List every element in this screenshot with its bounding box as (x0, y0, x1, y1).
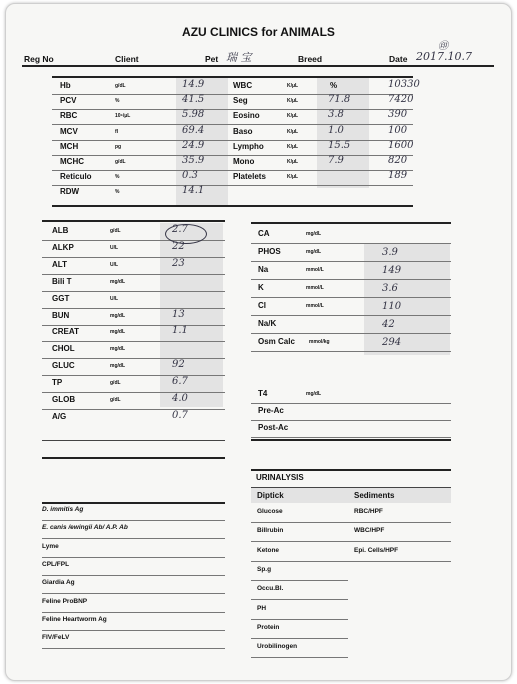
chem-label: TP (52, 378, 63, 387)
infectious-row-line (42, 557, 225, 558)
sediment-label: RBC/HPF (354, 508, 383, 515)
infectious-row-line (42, 520, 225, 521)
chem-unit: g/dL (110, 397, 121, 403)
electrolyte-label: Na (258, 265, 269, 274)
wbc-unit: K/μL (287, 159, 299, 165)
thyroid-row-line (251, 403, 451, 404)
cbc-label: Reticulo (60, 172, 92, 181)
thyroid-row-line (251, 420, 451, 421)
cbc-label: RDW (60, 187, 80, 196)
wbc-percent: 7.9 (328, 155, 344, 166)
electrolyte-unit: mg/dL (306, 231, 321, 237)
wbc-row-line (229, 155, 413, 156)
electrolyte-row-line (251, 315, 451, 316)
chem-value: 13 (172, 309, 185, 320)
chem-row-line (42, 409, 225, 410)
infectious-test-label: FIV/FeLV (42, 634, 70, 641)
wbc-percent: 3.8 (328, 109, 344, 120)
infectious-test-label: Feline Heartworm Ag (42, 616, 107, 623)
wbc-unit: K/μL (287, 83, 299, 89)
wbc-label: Platelets (233, 172, 266, 181)
wbc-percent: 71.8 (328, 94, 351, 105)
infectious-test-label: CPL/FPL (42, 561, 70, 568)
chem-value: 2.7 (172, 224, 188, 235)
infectious-row-line (42, 630, 225, 631)
reg-no-label: Reg No (24, 54, 54, 64)
wbc-label: Mono (233, 157, 255, 166)
electrolyte-value: 149 (382, 265, 402, 276)
wbc-label: Seg (233, 96, 248, 105)
wbc-unit: K/μL (287, 174, 299, 180)
chem-row-line (42, 274, 225, 275)
infectious-row-line (42, 593, 225, 594)
electrolyte-value: 42 (382, 319, 395, 330)
dipstick-label: Glucose (257, 508, 283, 515)
date-value: 2017.10.7 (416, 50, 472, 63)
electrolyte-unit: mmol/L (306, 303, 324, 309)
chem-value-shade (160, 223, 223, 407)
electrolyte-label: CA (258, 229, 270, 238)
chem-unit: U/L (110, 262, 119, 268)
client-label: Client (115, 54, 139, 64)
electrolyte-label: Na/K (258, 319, 277, 328)
wbc-percent: 1.0 (328, 125, 344, 136)
electrolyte-label: PHOS (258, 247, 281, 256)
electrolyte-unit: mmol/kg (309, 339, 330, 345)
dipstick-row-line (251, 638, 348, 639)
cbc-value: 69.4 (182, 125, 205, 136)
cbc-bottom-rule (52, 205, 413, 207)
chem-value: 4.0 (172, 393, 188, 404)
cbc-unit: 10⁶/μL (115, 113, 131, 119)
chem-label: CREAT (52, 327, 79, 336)
sediment-label: WBC/HPF (354, 527, 385, 534)
dipstick-label: Occu.Bl. (257, 585, 284, 592)
urinalysis-top-rule (251, 469, 451, 471)
wbc-label: Baso (233, 127, 253, 136)
cbc-unit: % (115, 189, 120, 195)
chem-label: GGT (52, 294, 70, 303)
wbc-row-line (229, 170, 413, 171)
thyroid-label: T4 (258, 389, 268, 398)
electrolyte-row-line (251, 297, 451, 298)
wbc-absolute: 100 (388, 125, 408, 136)
cbc-value: 14.1 (182, 185, 205, 196)
chem-value: 0.7 (172, 410, 188, 421)
sediment-label: Epi. Cells/HPF (354, 547, 399, 554)
wbc-row-line (229, 109, 413, 110)
thyroid-label: Pre-Ac (258, 406, 284, 415)
wbc-row-line (229, 140, 413, 141)
urinalysis-title: URINALYSIS (256, 473, 304, 482)
dipstick-header: Diptick (257, 491, 284, 500)
electrolyte-label: Cl (258, 301, 266, 310)
chem-left-bottom-rule (42, 457, 225, 459)
pet-value: 瑞 宝 (226, 51, 252, 64)
dipstick-label: Sp.g (257, 566, 272, 573)
infectious-row-line (42, 612, 225, 613)
chem-value: 22 (172, 241, 185, 252)
electrolyte-value-shade (364, 243, 450, 355)
wbc-unit: K/μL (287, 144, 299, 150)
thyroid-row-line (251, 437, 451, 438)
electrolyte-value: 3.9 (382, 247, 398, 258)
dipstick-label: Protein (257, 624, 280, 631)
infectious-test-label: E. canis /ewingii Ab/ A.P. Ab (42, 524, 128, 531)
wbc-absolute: 7420 (388, 94, 414, 105)
wbc-label: Eosino (233, 111, 260, 120)
cbc-unit: % (115, 174, 120, 180)
electrolyte-label: Osm Calc (258, 337, 295, 346)
chem-row-line (42, 325, 225, 326)
cbc-unit: fl (115, 129, 119, 135)
wbc-absolute: 1600 (388, 140, 414, 151)
wbc-unit: K/μL (287, 98, 299, 104)
electrolyte-row-line (251, 243, 451, 244)
electrolyte-row-line (251, 333, 451, 334)
wbc-row-line (229, 124, 413, 125)
dipstick-row-line (251, 541, 451, 542)
chem-unit: g/dL (110, 380, 121, 386)
infectious-test-label: Giardia Ag (42, 579, 75, 586)
cbc-label: MCHC (60, 157, 84, 166)
alb-circle-mark (165, 224, 207, 244)
chem-label: ALB (52, 226, 69, 235)
chem-left-top-rule (42, 220, 225, 222)
date-stamp: ㊞ (438, 41, 448, 52)
cbc-unit: g/dL (115, 83, 126, 89)
chem-value: 6.7 (172, 376, 188, 387)
dipstick-row-line (251, 580, 348, 581)
cbc-value: 41.5 (182, 94, 205, 105)
chem-unit: U/L (110, 245, 119, 251)
chem-unit: U/L (110, 296, 119, 302)
dipstick-row-line (251, 657, 348, 658)
dipstick-row-line (251, 619, 348, 620)
thyroid-unit: mg/dL (306, 391, 321, 397)
cbc-value: 24.9 (182, 140, 205, 151)
electrolyte-value: 110 (382, 301, 402, 312)
cbc-unit: pg (115, 144, 122, 150)
chem-label: ALT (52, 260, 67, 269)
pet-label: Pet (205, 54, 219, 64)
wbc-absolute: 10330 (388, 79, 420, 90)
chem-label: BUN (52, 311, 70, 320)
chem-unit: mg/dL (110, 313, 125, 319)
infectious-test-label: D. immitis Ag (42, 506, 84, 513)
chem-unit: mg/dL (110, 363, 125, 369)
infectious-row-line (42, 538, 225, 539)
cbc-value: 0.3 (182, 170, 198, 181)
chem-label: ALKP (52, 243, 74, 252)
dipstick-label: PH (257, 605, 267, 612)
electrolyte-row-line (251, 351, 451, 352)
infectious-top-rule (42, 502, 225, 504)
chem-row-line (42, 257, 225, 258)
clinic-title: AZU CLINICS for ANIMALS (182, 25, 335, 39)
electrolyte-label: K (258, 283, 264, 292)
chem-row-line (42, 341, 225, 342)
wbc-label: Lympho (233, 142, 264, 151)
wbc-absolute: 189 (388, 170, 408, 181)
breed-label: Breed (298, 54, 323, 64)
dipstick-label: Billrubin (257, 527, 284, 534)
sediments-header: Sediments (354, 491, 395, 500)
dipstick-row-line (251, 599, 348, 600)
chem-unit: g/dL (110, 228, 121, 234)
chem-label: GLOB (52, 395, 76, 404)
wbc-percent: 15.5 (328, 140, 351, 151)
electrolyte-unit: mmol/L (306, 267, 324, 273)
chem-unit: mg/dL (110, 346, 125, 352)
dipstick-row-line (251, 522, 451, 523)
infectious-test-label: Lyme (42, 543, 59, 550)
electrolyte-unit: mg/dL (306, 249, 321, 255)
wbc-label: WBC (233, 81, 253, 90)
chem-row-line (42, 375, 225, 376)
electrolyte-row-line (251, 279, 451, 280)
cbc-label: RBC (60, 111, 78, 120)
chem-row-line (42, 291, 225, 292)
date-label: Date (389, 54, 408, 64)
chem-unit: mg/dL (110, 329, 125, 335)
cbc-label: Hb (60, 81, 71, 90)
cbc-label: PCV (60, 96, 77, 105)
chem-label: GLUC (52, 361, 75, 370)
cbc-value: 5.98 (182, 109, 205, 120)
dipstick-label: Ketone (257, 547, 280, 554)
chem-right-top-rule (251, 222, 451, 224)
electrolyte-unit: mmol/L (306, 285, 324, 291)
cbc-value: 35.9 (182, 155, 205, 166)
wbc-unit: K/μL (287, 113, 299, 119)
chem-value: 23 (172, 258, 185, 269)
chem-row-line (42, 392, 225, 393)
chem-label: A/G (52, 412, 67, 421)
cbc-row-line (52, 170, 229, 171)
infectious-row-line (42, 575, 225, 576)
wbc-row-line (229, 94, 413, 95)
wbc-row-line (229, 185, 413, 186)
wbc-absolute: 390 (388, 109, 408, 120)
cbc-unit: % (115, 98, 120, 104)
thyroid-label: Post-Ac (258, 423, 289, 432)
header-rule (22, 65, 494, 67)
chem-label: CHOL (52, 344, 75, 353)
wbc-percent: % (330, 81, 338, 90)
electrolyte-row-line (251, 261, 451, 262)
thyroid-bottom-rule (251, 439, 451, 441)
cbc-value: 14.9 (182, 79, 205, 90)
wbc-unit: K/μL (287, 129, 299, 135)
chem-row-line (42, 358, 225, 359)
cbc-unit: g/dL (115, 159, 126, 165)
chem-value: 1.1 (172, 325, 188, 336)
dipstick-label: Urobilinogen (257, 643, 298, 650)
infectious-test-label: Feline ProBNP (42, 598, 88, 605)
dipstick-row-line (251, 561, 451, 562)
urinalysis-header-line (251, 487, 451, 488)
chem-unit: mg/dL (110, 279, 125, 285)
electrolyte-value: 294 (382, 337, 402, 348)
infectious-row-line (42, 648, 225, 649)
cbc-label: MCH (60, 142, 79, 151)
chem-row-line (42, 308, 225, 309)
chem-blank-line-1 (42, 440, 225, 441)
chem-label: Bili T (52, 277, 72, 286)
electrolyte-value: 3.6 (382, 283, 398, 294)
wbc-absolute: 820 (388, 155, 408, 166)
chem-value: 92 (172, 359, 185, 370)
cbc-label: MCV (60, 127, 78, 136)
